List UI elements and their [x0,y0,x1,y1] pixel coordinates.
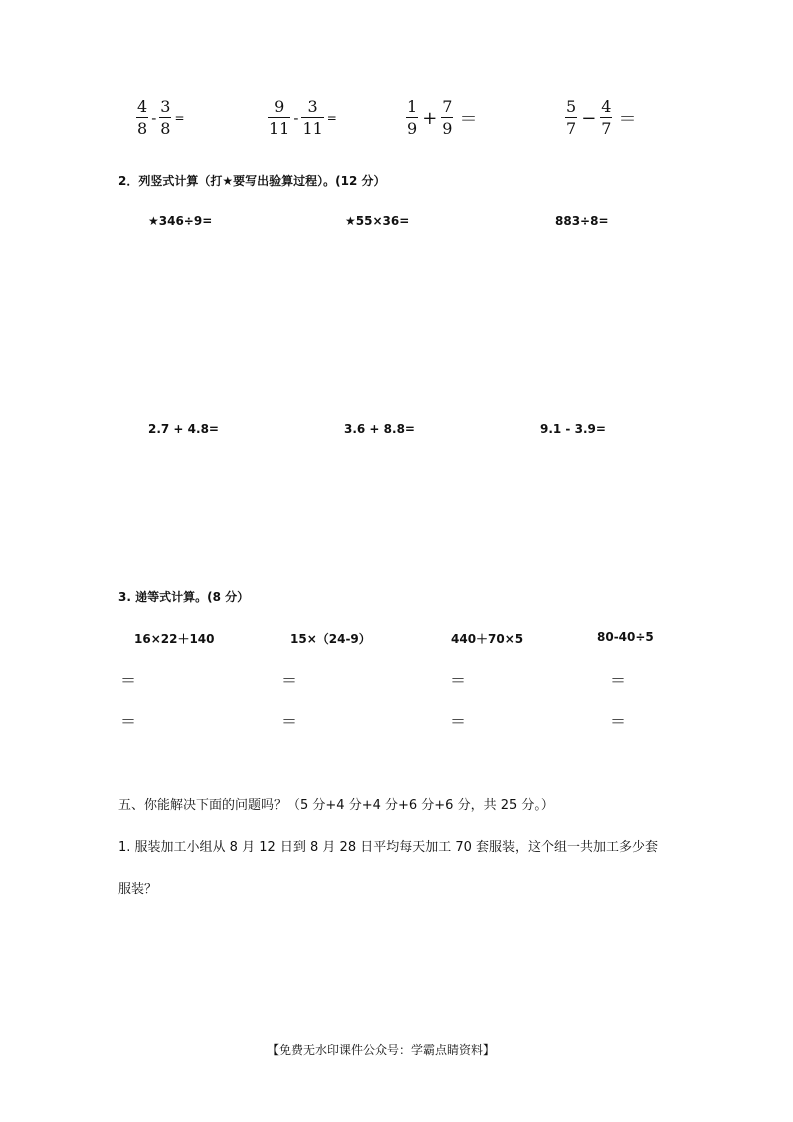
operator: − [581,107,597,129]
equals-sign: ＝ [281,671,298,690]
denominator: 9 [407,119,418,138]
fraction [136,99,148,137]
fraction [159,99,171,137]
fraction-problems-row [0,96,793,140]
vertical-calc-2: ★55×36= [345,214,410,228]
equals-sign: ＝ [459,109,478,130]
operator: - [151,109,157,127]
fraction-problem-4 [565,96,636,140]
denominator: 8 [160,119,171,138]
numerator: 3 [160,97,171,116]
vertical-calc-3: 883÷8= [555,214,609,228]
denominator: 8 [137,119,148,138]
section-2-heading: 2．列竖式计算（打★要写出验算过程）。(12 分） [118,174,386,188]
word-problem-1-line-1: 1. 服装加工小组从 8 月 12 日到 8 月 28 日平均每天加工 70 套服装，这个组一共加工多少套 [118,840,659,855]
denominator: 7 [601,119,612,138]
step-calc-2: 15×（24-9） [290,632,371,646]
operator: + [422,107,438,129]
equals-sign: ＝ [120,671,137,690]
equals-sign: ＝ [610,712,627,731]
step-calc-1: 16×22＋140 [134,632,215,646]
denominator: 11 [269,119,290,138]
vertical-calc-4: 2.7 + 4.8= [148,422,219,436]
numerator: 4 [601,97,612,116]
step-calc-4: 80-40÷5 [597,630,654,644]
equals-sign: ＝ [450,671,467,690]
fraction [268,99,290,137]
footer-note: 【免费无水印课件公众号：学霸点睛资料】 [267,1043,496,1057]
equals-sign: ＝ [120,712,137,731]
fraction [406,99,418,137]
numerator: 5 [566,97,577,116]
operator: - [293,109,299,127]
numerator: 3 [307,97,318,116]
equals-sign: ＝ [618,109,637,130]
fraction-problem-2 [268,96,337,140]
numerator: 4 [137,97,148,116]
denominator: 11 [302,119,323,138]
fraction [600,99,612,137]
vertical-calc-1: ★346÷9= [148,214,213,228]
word-problem-1-line-2: 服装？ [118,882,158,897]
vertical-calc-5: 3.6 + 8.8= [344,422,415,436]
denominator: 7 [566,119,577,138]
equals-sign: = [326,111,337,125]
fraction [565,99,577,137]
section-5-heading: 五、你能解决下面的问题吗？（5 分+4 分+4 分+6 分+6 分，共 25 分。） [118,798,554,813]
numerator: 1 [407,97,418,116]
section-3-heading: 3. 递等式计算。(8 分） [118,590,250,604]
numerator: 7 [442,97,453,116]
equals-sign: ＝ [281,712,298,731]
vertical-calc-6: 9.1 - 3.9= [540,422,606,436]
fraction-problem-3 [406,96,477,140]
fraction [301,99,323,137]
denominator: 9 [442,119,453,138]
fraction [441,99,453,137]
equals-sign: ＝ [610,671,627,690]
equals-sign: ＝ [450,712,467,731]
numerator: 9 [274,97,285,116]
fraction-problem-1 [136,96,185,140]
step-calc-3: 440＋70×5 [451,632,524,646]
equals-sign: = [174,111,185,125]
